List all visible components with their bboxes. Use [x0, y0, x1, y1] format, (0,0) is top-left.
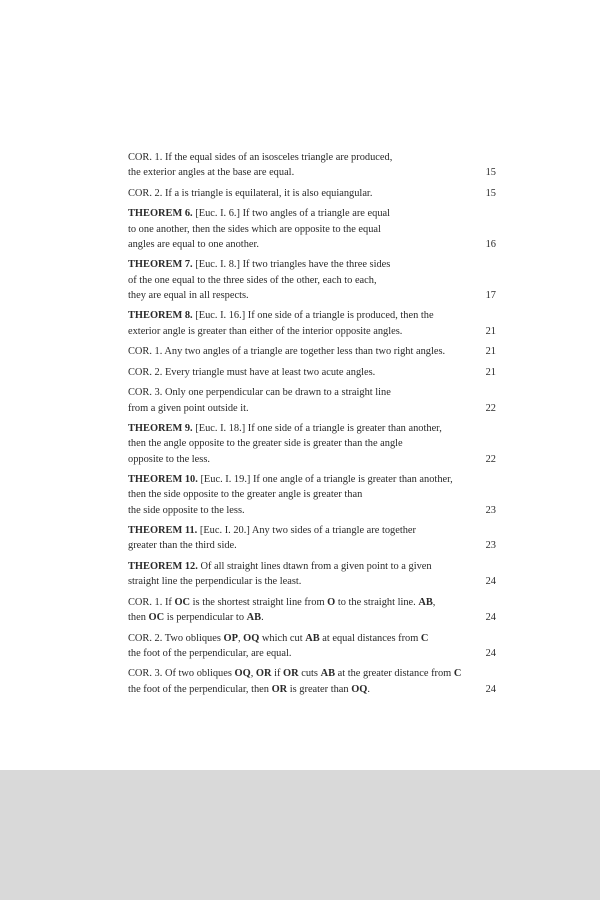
page-number: 21 — [485, 325, 496, 337]
page-number: 17 — [485, 289, 496, 301]
table-of-contents — [128, 150, 498, 702]
entry-line — [128, 559, 498, 574]
page-number: 24 — [485, 611, 496, 623]
bold-term: OQ — [243, 632, 260, 644]
entry-line — [128, 150, 498, 165]
bold-term: THEOREM 9. — [128, 423, 193, 435]
page-number: 23 — [485, 504, 496, 516]
entry-line — [128, 206, 498, 221]
contents-entry[interactable] — [128, 206, 498, 252]
contents-entry[interactable] — [128, 385, 498, 415]
page-number: 22 — [485, 402, 496, 414]
page-number: 15 — [485, 167, 496, 179]
bold-term: OP — [223, 632, 238, 644]
bold-term: THEOREM 6. — [128, 208, 193, 220]
contents-entry[interactable] — [128, 523, 498, 553]
entry-line — [128, 574, 498, 589]
bold-term: THEOREM 7. — [128, 259, 193, 271]
entry-text: COR. 3. Only one perpendicular can be drawn to a straight line — [128, 387, 391, 399]
contents-entry[interactable] — [128, 472, 498, 518]
entry-text: [Euc. I. 18.] If one side of a triangle is greater than another, — [192, 423, 442, 435]
entry-line — [128, 401, 498, 416]
page-number: 24 — [485, 683, 496, 695]
page-number: 21 — [485, 366, 496, 378]
contents-entry[interactable] — [128, 559, 498, 589]
entry-line — [128, 165, 498, 180]
entry-text: at the greater distance from — [335, 668, 454, 680]
contents-entry[interactable] — [128, 257, 498, 303]
page-number: 21 — [485, 346, 496, 358]
bold-term: AB — [246, 611, 262, 623]
entry-line — [128, 503, 498, 518]
bold-term: THEOREM 10. — [128, 474, 198, 486]
contents-entry[interactable] — [128, 666, 498, 696]
entry-text: cuts — [298, 668, 321, 680]
contents-entry[interactable] — [128, 595, 498, 625]
entry-text: the side opposite to the less. — [128, 504, 245, 516]
entry-line — [128, 365, 498, 380]
contents-entry[interactable] — [128, 150, 498, 180]
bold-term: O — [327, 596, 336, 608]
entry-text: which cut — [259, 632, 306, 644]
entry-text: [Euc. I. 6.] If two angles of a triangle are equal — [192, 208, 391, 220]
entry-text: then the side opposite to the greater angle is greater than — [128, 489, 363, 501]
entry-text: then — [128, 611, 149, 623]
page-number: 16 — [485, 238, 496, 250]
entry-line — [128, 538, 498, 553]
entry-line — [128, 646, 498, 661]
entry-line — [128, 288, 498, 303]
entry-text: to one another, then the sides which are opposite to the equal — [128, 223, 381, 235]
entry-line — [128, 308, 498, 323]
entry-text: [Euc. I. 19.] If one angle of a triangle is greater than another, — [197, 474, 453, 486]
bold-term: OQ — [351, 683, 368, 695]
entry-text: . — [261, 611, 264, 623]
bold-term: OR — [271, 683, 288, 695]
page-number: 23 — [485, 540, 496, 552]
bold-term: OR — [283, 668, 299, 680]
entry-text: [Euc. I. 20.] Any two sides of a triangle are together — [197, 525, 416, 537]
entry-text: , — [432, 596, 436, 608]
bold-term: C — [453, 668, 462, 680]
entry-line — [128, 666, 498, 681]
entry-line — [128, 523, 498, 538]
entry-text: COR. 1. If — [128, 596, 175, 608]
contents-entry[interactable] — [128, 344, 498, 359]
bold-term: OQ — [234, 668, 251, 680]
page-number: 24 — [485, 576, 496, 588]
entry-text: then the angle opposite to the greater side is greater than the angle — [128, 438, 403, 450]
entry-text: is perpendicular to — [164, 611, 247, 623]
entry-text: COR. 1. If the equal sides of an isosceles triangle are produced, — [128, 152, 393, 163]
entry-text: the foot of the perpendicular, then — [128, 683, 272, 695]
page-number: 24 — [485, 647, 496, 659]
entry-text: COR. 1. Any two angles of a triangle are together less than two right angles. — [128, 346, 446, 358]
entry-text: [Euc. I. 16.] If one side of a triangle is produced, then the — [192, 310, 434, 322]
entry-text: Of all straight lines dtawn from a given point to a given — [197, 560, 432, 572]
entry-line — [128, 222, 498, 237]
contents-entry[interactable] — [128, 186, 498, 201]
entry-line — [128, 436, 498, 451]
entry-text: exterior angle is greater than either of the interior opposite angles. — [128, 325, 403, 337]
entry-text: straight line the perpendicular is the least. — [128, 576, 302, 588]
entry-line — [128, 595, 498, 610]
entry-text: . — [367, 683, 370, 695]
bold-term: THEOREM 8. — [128, 310, 193, 322]
bold-term: OC — [148, 611, 165, 623]
entry-line — [128, 631, 498, 646]
entry-text: greater than the third side. — [128, 540, 237, 552]
bold-term: THEOREM 12. — [128, 560, 198, 572]
bold-term: AB — [418, 596, 433, 608]
entry-line — [128, 472, 498, 487]
entry-line — [128, 237, 498, 252]
entry-line — [128, 452, 498, 467]
entry-text: COR. 2. Two obliques — [128, 632, 224, 644]
bottom-margin-band — [0, 770, 600, 900]
entry-text: they are equal in all respects. — [128, 289, 249, 301]
bold-term: C — [420, 632, 429, 644]
entry-text: angles are equal to one another. — [128, 238, 259, 250]
entry-line — [128, 682, 498, 697]
entry-text: from a given point outside it. — [128, 402, 249, 414]
bold-term: OC — [174, 596, 191, 608]
contents-entry[interactable] — [128, 365, 498, 380]
entry-text: the foot of the perpendicular, are equal. — [128, 647, 292, 659]
entry-text: at equal distances from — [319, 632, 421, 644]
entry-line — [128, 186, 498, 201]
contents-entry[interactable] — [128, 308, 498, 338]
entry-line — [128, 487, 498, 502]
entry-text: to the straight line. — [335, 596, 419, 608]
contents-entry[interactable] — [128, 631, 498, 661]
page-number: 15 — [485, 187, 496, 199]
bold-term: THEOREM 11. — [128, 525, 198, 537]
entry-text: , — [237, 632, 244, 644]
bold-term: AB — [320, 668, 335, 680]
entry-text: COR. 2. Every triangle must have at least two acute angles. — [128, 366, 376, 378]
entry-text: if — [271, 668, 284, 680]
page-number: 22 — [485, 453, 496, 465]
bold-term: AB — [305, 632, 320, 644]
entry-text: is the shortest straight line from — [190, 596, 328, 608]
entry-text: [Euc. I. 8.] If two triangles have the three sides — [192, 259, 391, 271]
entry-line — [128, 273, 498, 288]
entry-line — [128, 324, 498, 339]
entry-text: COR. 3. Of two obliques — [128, 668, 235, 680]
entry-text: is greater than — [287, 683, 352, 695]
entry-text: the exterior angles at the base are equal. — [128, 167, 295, 179]
entry-line — [128, 257, 498, 272]
contents-entry[interactable] — [128, 421, 498, 467]
entry-line — [128, 421, 498, 436]
entry-text: COR. 2. If a is triangle is equilateral, it is also equiangular. — [128, 187, 373, 199]
entry-text: , — [250, 668, 256, 680]
bold-term: OR — [255, 668, 272, 680]
entry-text: of the one equal to the three sides of the other, each to each, — [128, 274, 377, 286]
entry-line — [128, 610, 498, 625]
entry-line — [128, 385, 498, 400]
entry-line — [128, 344, 498, 359]
entry-text: opposite to the less. — [128, 453, 210, 465]
